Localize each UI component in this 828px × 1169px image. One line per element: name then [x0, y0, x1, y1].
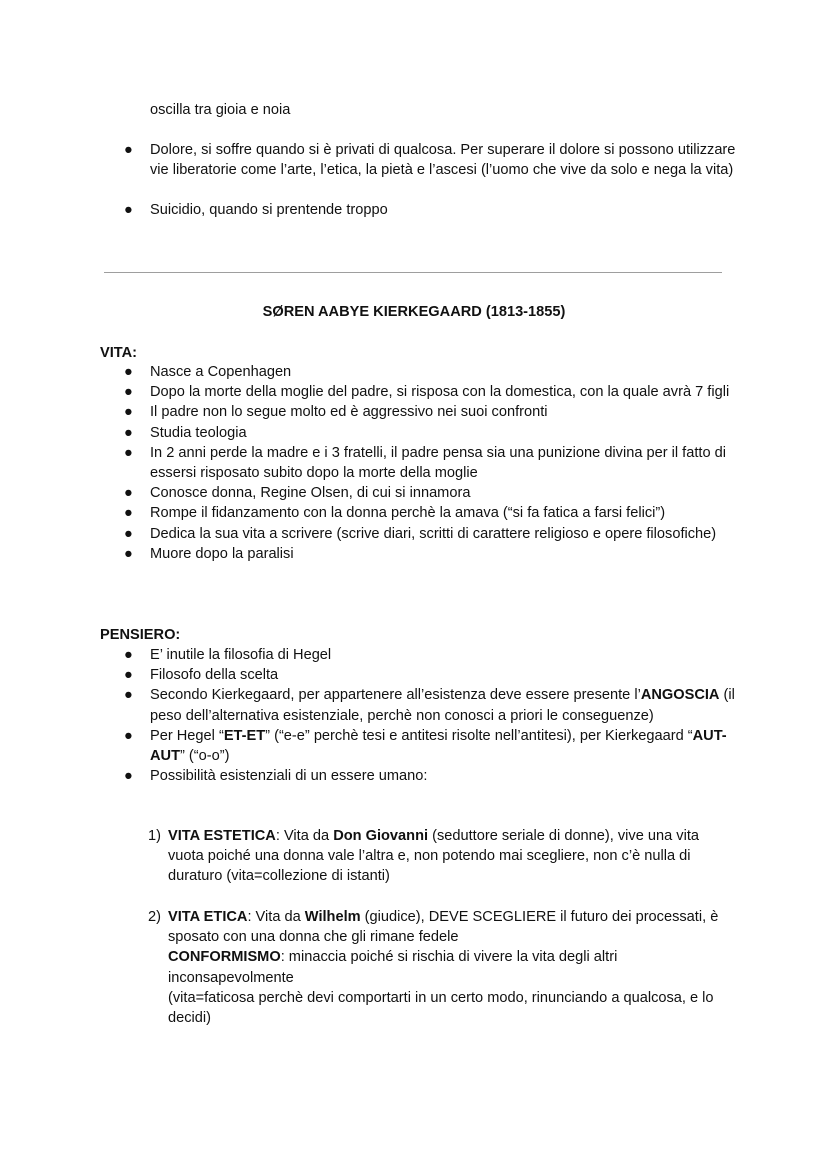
aut-aut-term: AUT-AUT — [150, 727, 727, 765]
bullet-icon: ● — [124, 444, 133, 461]
list-item: ● Muore dopo la paralisi — [100, 544, 740, 564]
numbered-item-etica: 2) VITA ETICA: Vita da Wilhelm (giudice), DEVE SCEGLIERE il futuro dei processati, è sposato con una donna che gli rimane fedele CONFORMISMO: minaccia poiché si rischia di vivere la vita degli altri inconsapevolmente (vita=faticosa perchè devi comportarti in un certo modo, rinunciando a qualcosa, e lo decidi) — [148, 907, 738, 1028]
numbered-item-estetica: 1) VITA ESTETICA: Vita da Don Giovanni (seduttore seriale di donne), vive una vita vuota poiché una donna vale l’altra e, non potendo mai scegliere, non c’è nulla di duraturo (vita=collezione di istanti) — [148, 828, 699, 885]
list-item: ● Suicidio, quando si prentende troppo — [100, 200, 740, 220]
vita-list — [100, 362, 740, 564]
don-giovanni-name: Don Giovanni — [333, 828, 429, 844]
vita-heading: VITA: — [100, 345, 138, 361]
bullet-icon: ● — [124, 384, 133, 401]
top-bullet-list — [100, 140, 740, 221]
list-item: ● Secondo Kierkegaard, per appartenere all’esistenza deve essere presente l’ANGOSCIA (il peso dell’alternativa esistenziale, perchè non conosci a priori le conseguenze) — [124, 687, 735, 724]
list-item: ● Rompe il fidanzamento con la donna perchè la amava (“si fa fatica a farsi felici”) — [100, 503, 740, 523]
continuation-text: oscilla tra gioia e noia — [150, 102, 291, 118]
list-item: ● Possibilità esistenziali di un essere umano: — [100, 766, 740, 786]
section-title: SØREN AABYE KIERKEGAARD (1813-1855) — [262, 304, 566, 320]
vita-etica-label: VITA ETICA — [168, 909, 248, 925]
etica-note: (vita=faticosa perchè devi comportarti in un certo modo, rinunciando a qualcosa, e lo decidi) — [168, 989, 714, 1027]
list-item: ● Dedica la sua vita a scrivere (scrive diari, scritti di carattere religioso e opere filosofiche) — [100, 524, 740, 544]
vita-estetica-label: VITA ESTETICA — [168, 828, 276, 844]
et-et-term: ET-ET — [223, 727, 266, 744]
bullet-icon: ● — [124, 364, 133, 380]
bullet-icon: ● — [124, 142, 133, 158]
pensiero-heading: PENSIERO: — [100, 627, 181, 643]
bullet-icon: ● — [124, 687, 133, 704]
bullet-icon: ● — [124, 647, 133, 663]
bullet-icon: ● — [124, 545, 133, 562]
list-item: ● Il padre non lo segue molto ed è aggressivo nei suoi confronti — [100, 402, 740, 422]
list-item: ● Nasce a Copenhagen — [100, 362, 740, 382]
list-item: ● E’ inutile la filosofia di Hegel — [100, 645, 740, 665]
bullet-icon: ● — [124, 768, 133, 785]
bullet-icon: ● — [124, 525, 133, 542]
bullet-icon: ● — [124, 505, 133, 522]
bullet-icon: ● — [124, 727, 133, 744]
list-item: ● Studia teologia — [100, 423, 740, 443]
list-item: ● Dolore, si soffre quando si è privati di qualcosa. Per superare il dolore si possono utilizzare vie liberatorie come l’arte, l’etica, la pietà e l’ascesi (l’uomo che vive da solo e nega la vita) — [124, 142, 736, 179]
horizontal-divider — [104, 272, 722, 273]
list-item: ● In 2 anni perde la madre e i 3 fratelli, il padre pensa sia una punizione divina per il fatto di essersi risposato subito dopo la morte della moglie — [124, 444, 726, 482]
bullet-icon: ● — [124, 667, 133, 684]
conformismo-label: CONFORMISMO — [168, 949, 281, 966]
list-item: ● Dopo la morte della moglie del padre, si risposa con la domestica, con la quale avrà 7 figli — [100, 382, 740, 402]
list-item: ● Per Hegel “ET-ET” (“e-e” perchè tesi e antitesi risolte nell’antitesi), per Kierkegaard “AUT-AUT” (“o-o”) — [124, 727, 727, 765]
wilhelm-name: Wilhelm — [304, 909, 361, 925]
bullet-icon: ● — [124, 404, 133, 421]
list-item: ● Conosce donna, Regine Olsen, di cui si innamora — [100, 483, 740, 503]
list-item: ● Filosofo della scelta — [100, 665, 740, 685]
bullet-icon: ● — [124, 424, 133, 441]
pensiero-list — [100, 645, 740, 786]
bullet-icon: ● — [124, 202, 133, 219]
angoscia-term: ANGOSCIA — [640, 687, 720, 704]
bullet-icon: ● — [124, 485, 133, 502]
